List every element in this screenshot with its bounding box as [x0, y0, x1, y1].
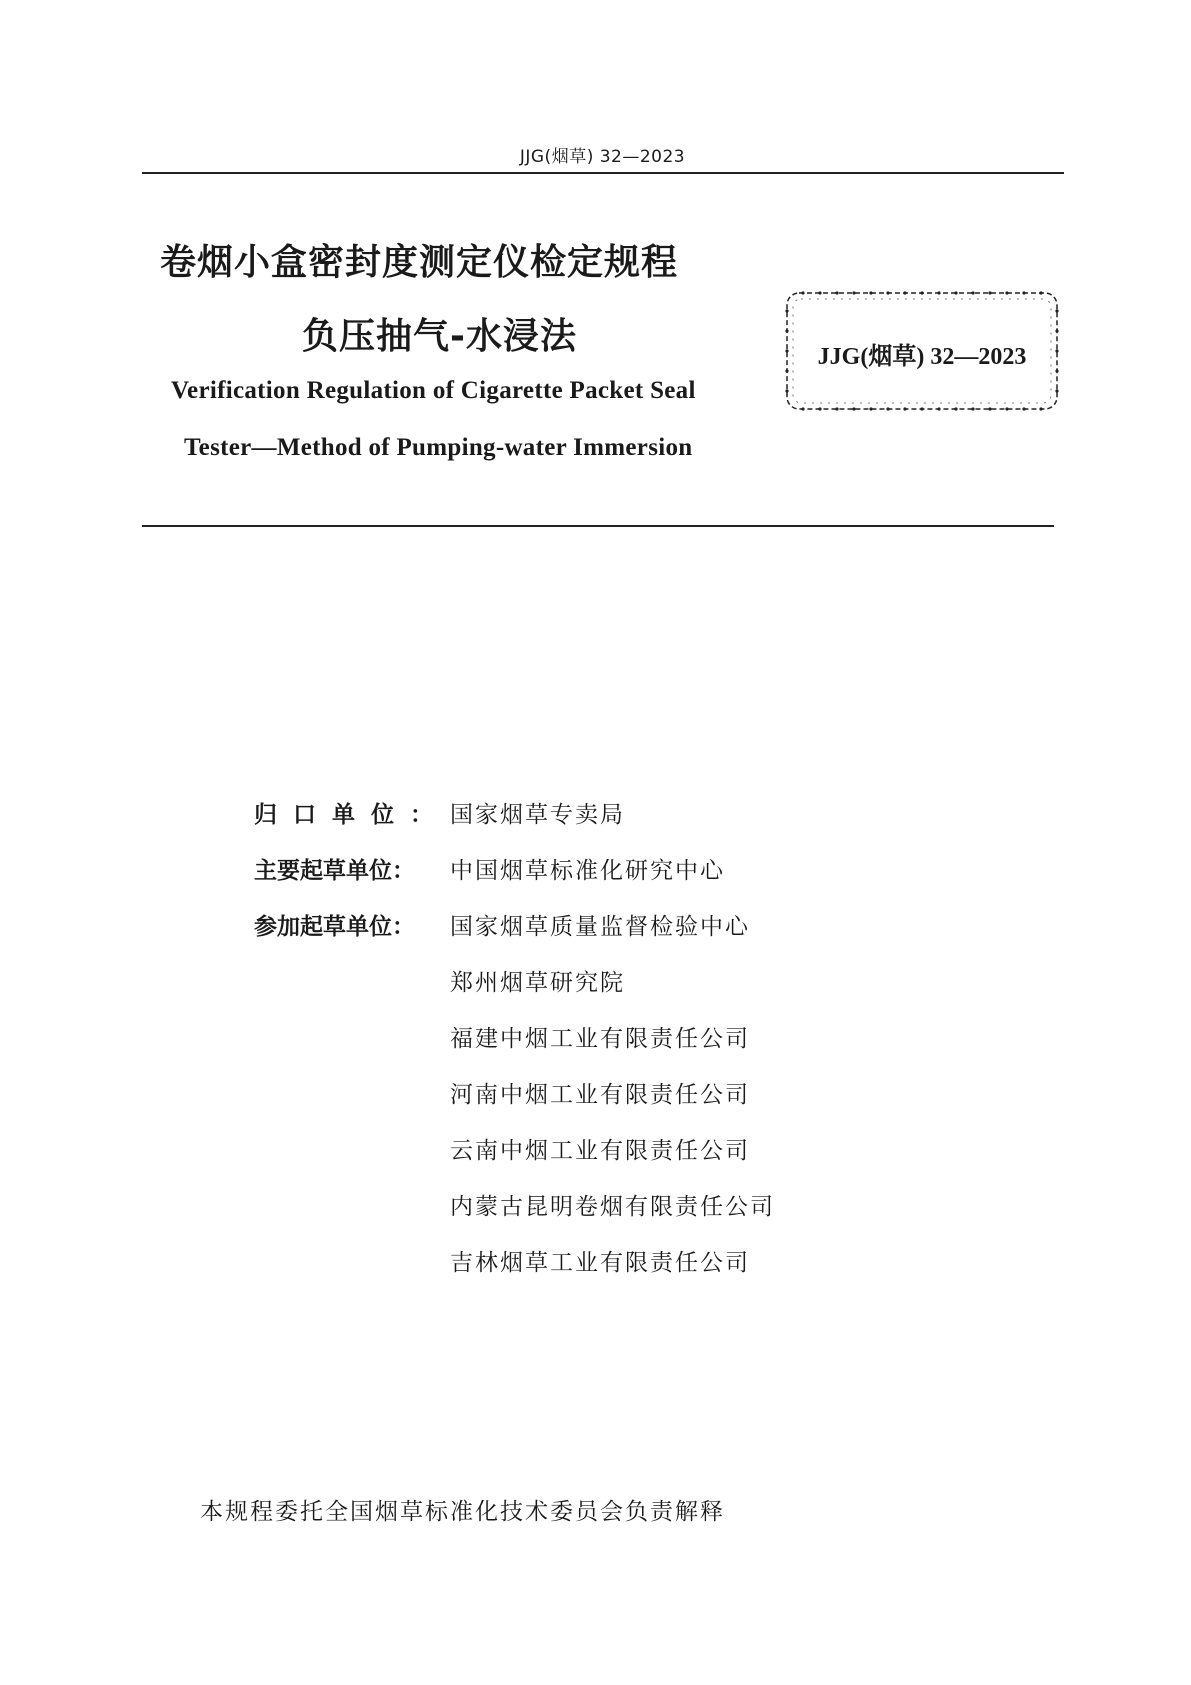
frame-dot	[971, 407, 974, 410]
header-rule	[142, 172, 1064, 174]
frame-dot	[1055, 309, 1058, 312]
standard-code-box	[783, 289, 1061, 413]
participating-drafter-item: 福建中烟工业有限责任公司	[450, 1026, 750, 1052]
frame-dot	[1039, 291, 1042, 294]
participating-drafter-label: 参加起草单位：	[254, 914, 415, 940]
frame-dot	[920, 407, 923, 410]
interpretation-note: 本规程委托全国烟草标准化技术委员会负责解释	[200, 1499, 725, 1525]
title-bottom-rule	[142, 525, 1054, 527]
frame-dot	[852, 407, 855, 410]
frame-dot	[903, 291, 906, 294]
main-drafter-value: 中国烟草标准化研究中心	[450, 858, 725, 884]
frame-dot	[801, 291, 804, 294]
frame-dot	[785, 329, 788, 332]
responsible-unit-label-colon: ：	[410, 802, 433, 828]
frame-dot	[852, 291, 855, 294]
frame-dot	[1022, 291, 1025, 294]
frame-dot	[988, 407, 991, 410]
participating-drafter-item: 吉林烟草工业有限责任公司	[450, 1250, 750, 1276]
title-en-line1: Verification Regulation of Cigarette Packet Seal	[171, 377, 696, 404]
frame-dot	[818, 407, 821, 410]
frame-dot	[920, 291, 923, 294]
frame-dot	[937, 291, 940, 294]
participating-drafter-item: 内蒙古昆明卷烟有限责任公司	[450, 1194, 775, 1220]
responsible-unit-value: 国家烟草专卖局	[450, 802, 625, 828]
frame-dot	[937, 407, 940, 410]
participating-drafter-item: 国家烟草质量监督检验中心	[450, 914, 750, 940]
frame-dot	[785, 389, 788, 392]
header-standard-code: JJG(烟草) 32—2023	[519, 147, 686, 167]
frame-dot	[1005, 291, 1008, 294]
frame-dot	[954, 407, 957, 410]
frame-dot	[835, 291, 838, 294]
title-zh-line2: 负压抽气-水浸法	[302, 316, 577, 357]
frame-dot	[869, 291, 872, 294]
participating-drafter-item: 河南中烟工业有限责任公司	[450, 1082, 750, 1108]
main-drafter-label: 主要起草单位：	[254, 858, 415, 884]
standard-code-box-text: JJG(烟草) 32—2023	[817, 344, 1027, 370]
frame-dot	[818, 291, 821, 294]
frame-dot	[1022, 407, 1025, 410]
frame-dot	[801, 407, 804, 410]
frame-dot	[886, 407, 889, 410]
frame-dot	[1055, 389, 1058, 392]
responsible-unit-label	[254, 796, 433, 829]
frame-dot	[1055, 329, 1058, 332]
frame-dot	[835, 407, 838, 410]
frame-dot	[903, 407, 906, 410]
frame-dot	[988, 291, 991, 294]
participating-drafter-item: 郑州烟草研究院	[450, 970, 625, 996]
frame-dot	[971, 291, 974, 294]
frame-dot	[869, 407, 872, 410]
frame-dot	[886, 291, 889, 294]
frame-dot	[954, 291, 957, 294]
frame-dot	[785, 309, 788, 312]
title-zh-line1: 卷烟小盒密封度测定仪检定规程	[160, 242, 679, 283]
participating-drafter-item: 云南中烟工业有限责任公司	[450, 1138, 750, 1164]
responsible-unit-label-text: 归口单位	[254, 802, 410, 828]
frame-dot	[1039, 407, 1042, 410]
frame-dot	[1005, 407, 1008, 410]
title-en-line2: Tester—Method of Pumping-water Immersion	[184, 434, 693, 461]
